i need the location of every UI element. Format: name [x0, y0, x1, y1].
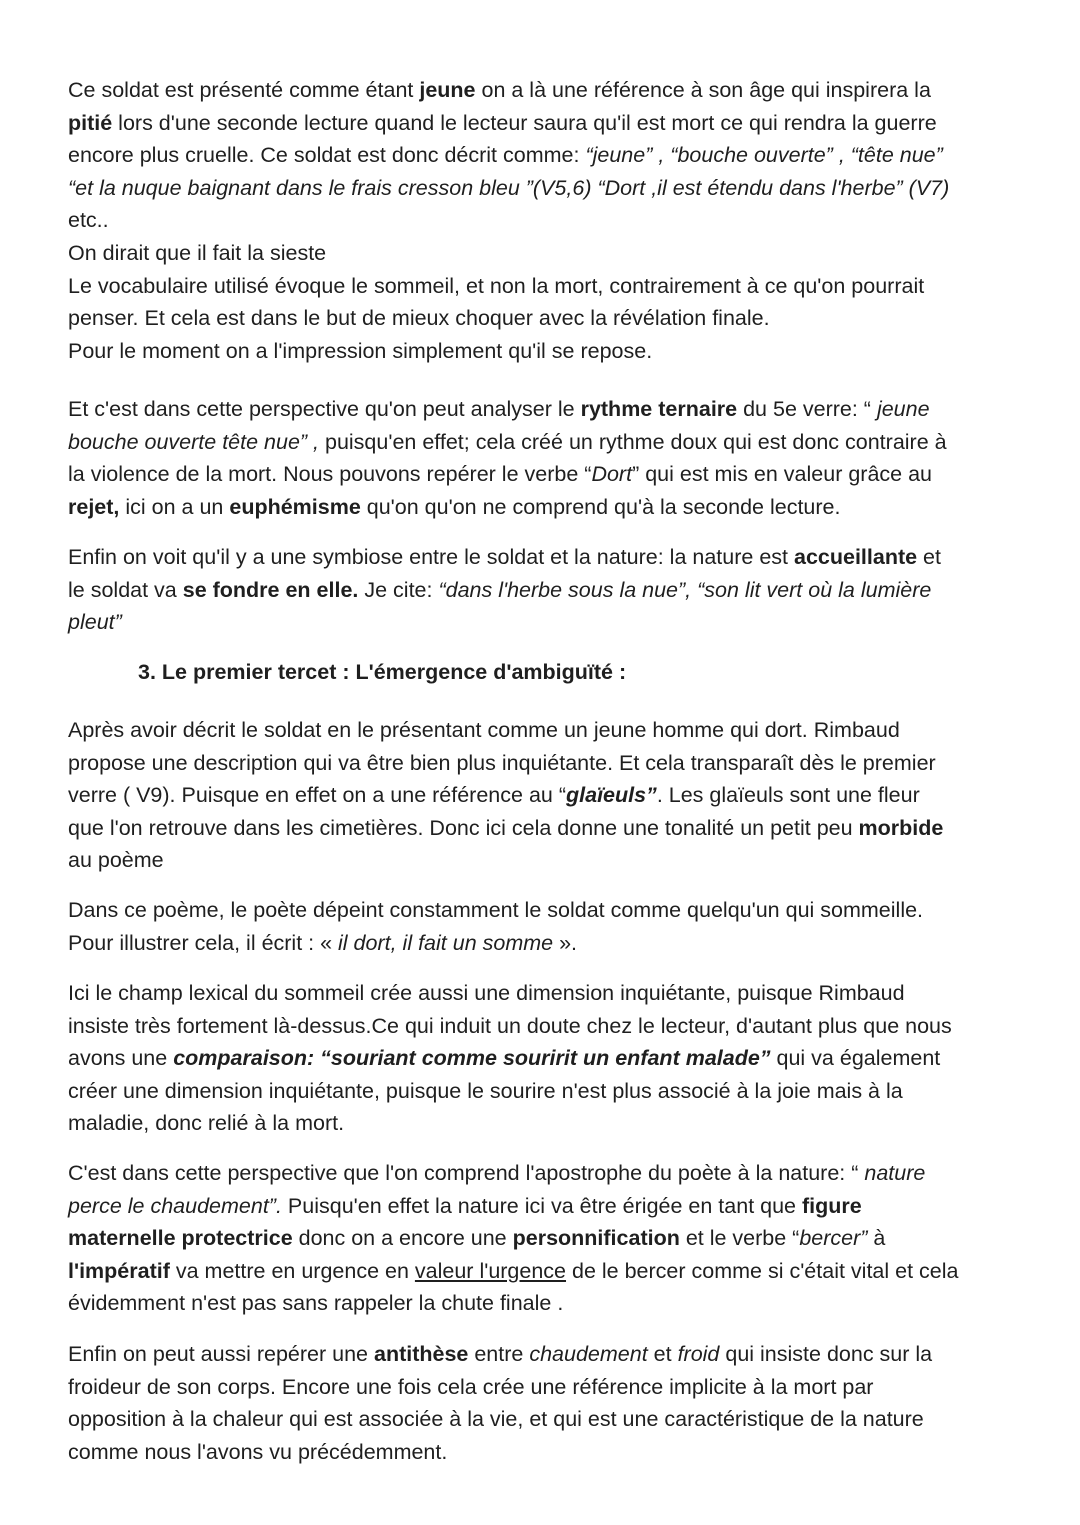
text-line: Ce soldat est présenté comme étant jeune on a là une référence à son âge qui inspirera la [68, 78, 931, 102]
paragraph-ternary-rhythm [68, 393, 1053, 523]
paragraph-apostrophe [68, 1157, 1053, 1320]
text-line: maternelle protectrice donc on a encore une personnification et le verbe “bercer” à [68, 1226, 886, 1251]
paragraph-sleep [68, 894, 1053, 959]
text-line: le soldat va se fondre en elle. Je cite: “dans l'herbe sous la nue”, “son lit vert où la lumière [68, 577, 932, 602]
section-heading: 3. Le premier tercet : L'émergence d'ambiguïté : [138, 660, 627, 684]
text-line: avons une comparaison: “souriant comme souririt un enfant malade” qui va également [68, 1046, 941, 1071]
text-line: etc.. [68, 208, 109, 233]
text-line: Pour le moment on a l'impression simplement qu'il se repose. [68, 338, 653, 363]
text-line: l'impératif va mettre en urgence en valeur l'urgence de le bercer comme si c'était vital et cela [68, 1258, 959, 1283]
paragraph-lexical-field [68, 977, 1053, 1140]
text-line: la violence de la mort. Nous pouvons repérer le verbe “Dort” qui est mis en valeur grâce au [68, 462, 933, 487]
text-line: opposition à la chaleur qui est associée à la vie, et qui est une caractéristique de la nature [68, 1407, 924, 1432]
text-line: créer une dimension inquiétante, puisque le sourire n'est plus associé à la joie mais à la [68, 1078, 903, 1103]
text-line: Après avoir décrit le soldat en le présentant comme un jeune homme qui dort. Rimbaud [68, 718, 900, 742]
text-line: propose une description qui va être bien plus inquiétante. Et cela transparaît dès le premier [68, 750, 936, 775]
text-line: évidemment n'est pas sans rappeler la chute finale . [68, 1291, 564, 1316]
text-line: froideur de son corps. Encore une fois cela crée une référence implicite à la mort par [68, 1374, 874, 1399]
text-line: Ici le champ lexical du sommeil crée aussi une dimension inquiétante, puisque Rimbaud [68, 981, 905, 1005]
text-line: Le vocabulaire utilisé évoque le sommeil, et non la mort, contrairement à ce qu'on pourrait [68, 273, 925, 298]
text-line: Enfin on peut aussi repérer une antithèse entre chaudement et froid qui insiste donc sur la [68, 1342, 933, 1366]
text-line: rejet, ici on a un euphémisme qu'on qu'on ne comprend qu'à la seconde lecture. [68, 494, 841, 519]
text-line: Dans ce poème, le poète dépeint constamment le soldat comme quelqu'un qui sommeille. [68, 898, 924, 922]
text-line: maladie, donc relié à la mort. [68, 1111, 345, 1136]
text-line: comme nous l'avons vu précédemment. [68, 1439, 448, 1464]
paragraph-first-tercet [68, 714, 1053, 877]
paragraph-symbiosis [68, 541, 1053, 639]
text-line: pleut” [68, 610, 122, 635]
text-line: que l'on retrouve dans les cimetières. Donc ici cela donne une tonalité un petit peu morbide [68, 815, 944, 840]
text-line: “et la nuque baignant dans le frais cresson bleu ”(V5,6) “Dort ,il est étendu dans l'herbe” (V7) [68, 175, 950, 200]
text-line: On dirait que il fait la sieste [68, 240, 327, 265]
paragraph-antithesis [68, 1338, 1053, 1468]
text-line: Et c'est dans cette perspective qu'on peut analyser le rythme ternaire du 5e verre: “ jeune [68, 397, 930, 421]
text-line: C'est dans cette perspective que l'on comprend l'apostrophe du poète à la nature: “ nature [68, 1161, 926, 1185]
text-line: bouche ouverte tête nue” , puisqu'en effet; cela créé un rythme doux qui est donc contraire à [68, 429, 947, 454]
text-line: insiste très fortement là-dessus.Ce qui induit un doute chez le lecteur, d'autant plus que nous [68, 1013, 952, 1038]
text-line: Pour illustrer cela, il écrit : « il dort, il fait un somme ». [68, 930, 578, 955]
text-line: Enfin on voit qu'il y a une symbiose entre le soldat et la nature: la nature est accueillante et [68, 545, 941, 569]
text-line: perce le chaudement”. Puisqu'en effet la nature ici va être érigée en tant que figure [68, 1193, 862, 1218]
text-line: verre ( V9). Puisque en effet on a une référence au “glaïeuls”. Les glaïeuls sont une fleur [68, 783, 920, 808]
paragraph-soldier-description [68, 74, 1053, 367]
text-line: encore plus cruelle. Ce soldat est donc décrit comme: “jeune” , “bouche ouverte” , “tête nue” [68, 143, 943, 168]
text-line: penser. Et cela est dans le but de mieux choquer avec la révélation finale. [68, 306, 770, 331]
text-line: au poème [68, 848, 164, 873]
text-line: pitié lors d'une seconde lecture quand le lecteur saura qu'il est mort ce qui rendra la guerre [68, 110, 937, 135]
